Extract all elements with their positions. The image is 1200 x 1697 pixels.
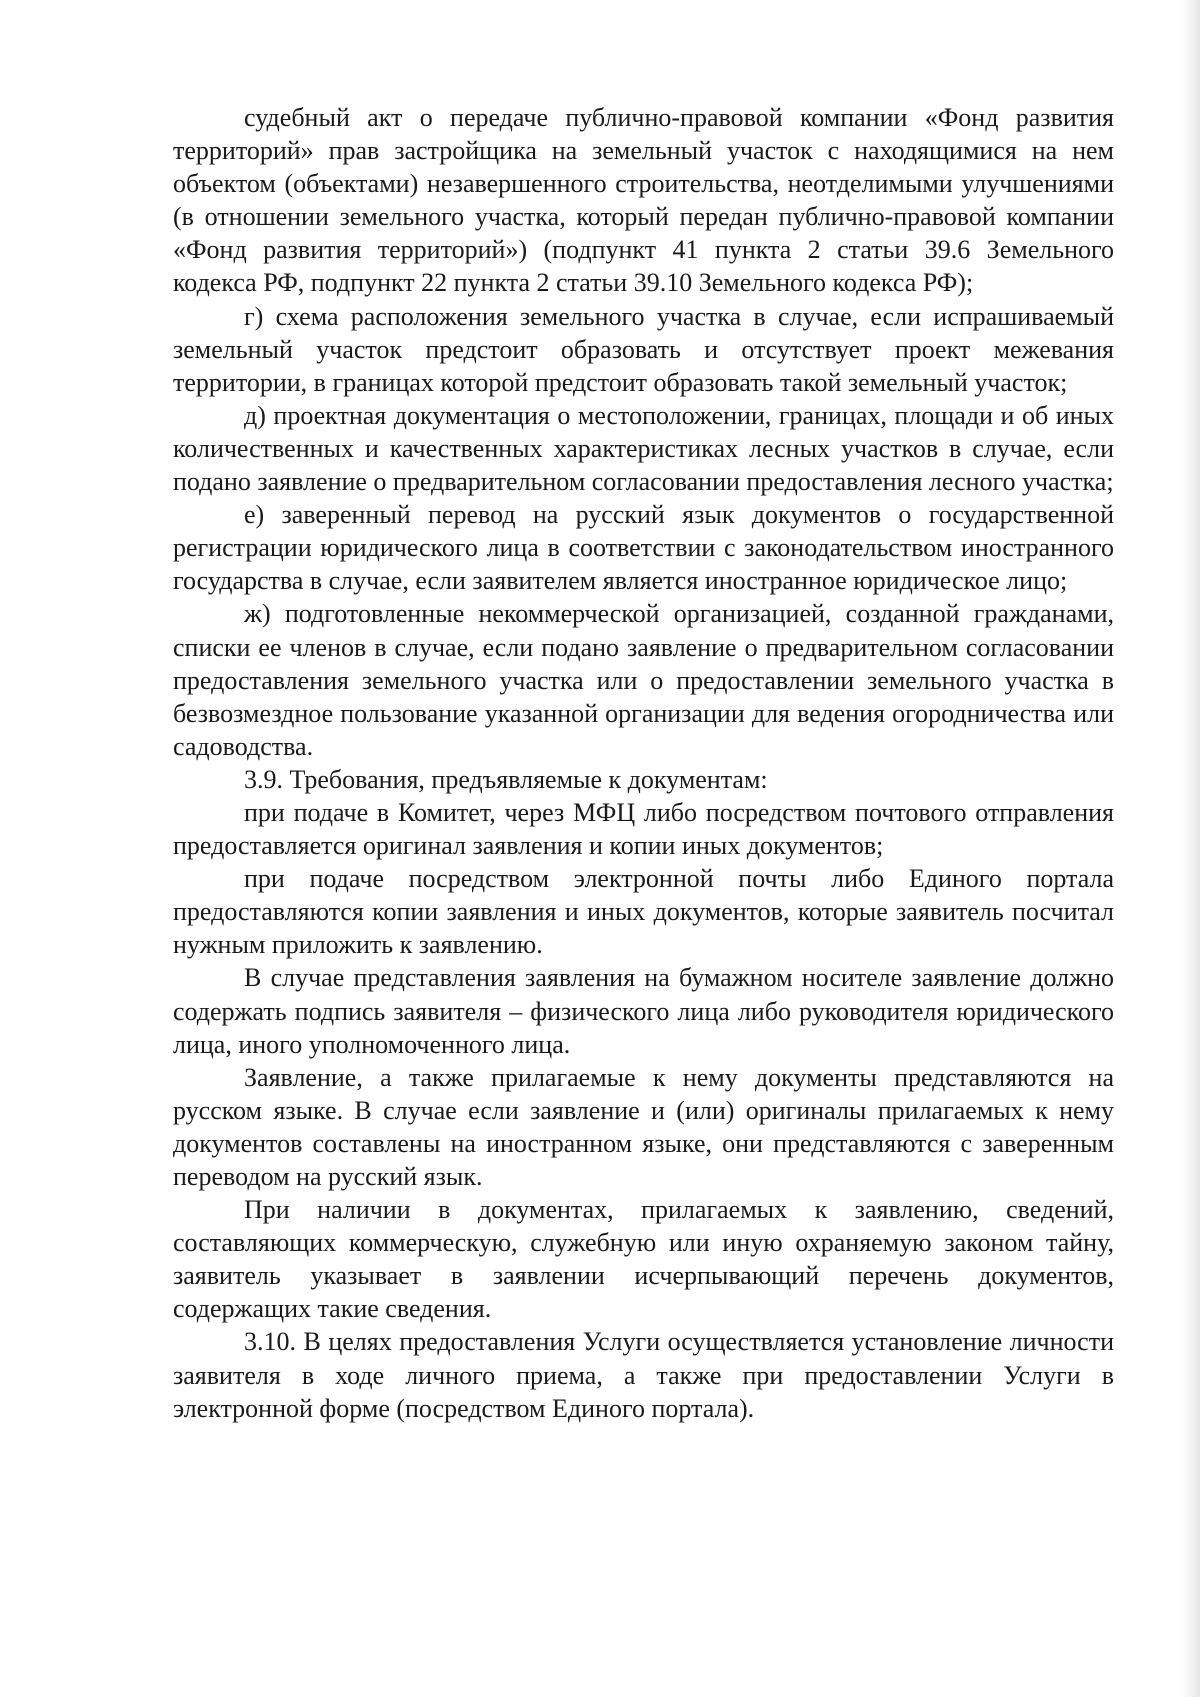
paragraph-3-10: 3.10. В целях предоставления Услуги осуществляется установление личности заявителя в ходе личного приема, а также при предоставлении Услуги в электронной форме (посредством Единого портала). [173, 1327, 1114, 1423]
paragraph-signature: В случае представления заявления на бумажном носителе заявление должно содержать подпись заявителя – физического лица либо руководителя юридического лица, иного уполномоченного лица. [173, 963, 1114, 1059]
paragraph-g: г) схема расположения земельного участка в случае, если испрашиваемый земельный участок предстоит образовать и отсутствует проект межевания территории, в границах которой предстоит образовать такой земельный участок; [173, 301, 1114, 397]
paragraph-d: д) проектная документация о местоположении, границах, площади и об иных количественных и качественных характеристиках лесных участков в случае, если подано заявление о предварительном согласовании предоставления лесного участка; [173, 400, 1114, 497]
paragraph-language: Заявление, а также прилагаемые к нему документы представляются на русском языке. В случае если заявление и (или) оригиналы прилагаемых к нему документов составлены на иностранном языке, они представляются с заверенным переводом на русский язык. [173, 1062, 1114, 1191]
document-body [173, 101, 1114, 1425]
paragraph-submission-paper: при подаче в Комитет, через МФЦ либо посредством почтового отправления предоставляется оригинал заявления и копии иных документов; [173, 797, 1114, 861]
paragraph-zh: ж) подготовленные некоммерческой организацией, созданной гражданами, списки ее членов в случае, если подано заявление о предварительном согласовании предоставления земельного участка или о предоставлении земельного участка в безвозмездное пользование указанной организации для ведения огородничества или садоводства. [173, 599, 1114, 761]
paragraph-secret: При наличии в документах, прилагаемых к заявлению, сведений, составляющих коммерческую, служебную или иную охраняемую законом тайну, заявитель указывает в заявлении исчерпывающий перечень документов, содержащих такие сведения. [173, 1195, 1114, 1324]
paragraph-3-9: 3.9. Требования, предъявляемые к документам: [244, 764, 768, 794]
page-edge-shadow [1182, 0, 1200, 1697]
paragraph-e: е) заверенный перевод на русский язык документов о государственной регистрации юридического лица в соответствии с законодательством иностранного государства в случае, если заявителем является иностранное юридическое лицо; [173, 500, 1114, 596]
paragraph-court-act: судебный акт о передаче публично-правовой компании «Фонд развития территорий» прав застройщика на земельный участок с находящимися на нем объектом (объектами) незавершенного строительства, неотделимыми улучшениями (в отношении земельного участка, который передан публично-правовой компании «Фонд развития территорий») (подпункт 41 пункта 2 статьи 39.6 Земельного кодекса РФ, подпункт 22 пункта 2 статьи 39.10 Земельного кодекса РФ); [173, 103, 1114, 298]
paragraph-submission-electronic: при подаче посредством электронной почты либо Единого портала предоставляются копии заявления и иных документов, которые заявитель посчитал нужным приложить к заявлению. [173, 864, 1114, 960]
